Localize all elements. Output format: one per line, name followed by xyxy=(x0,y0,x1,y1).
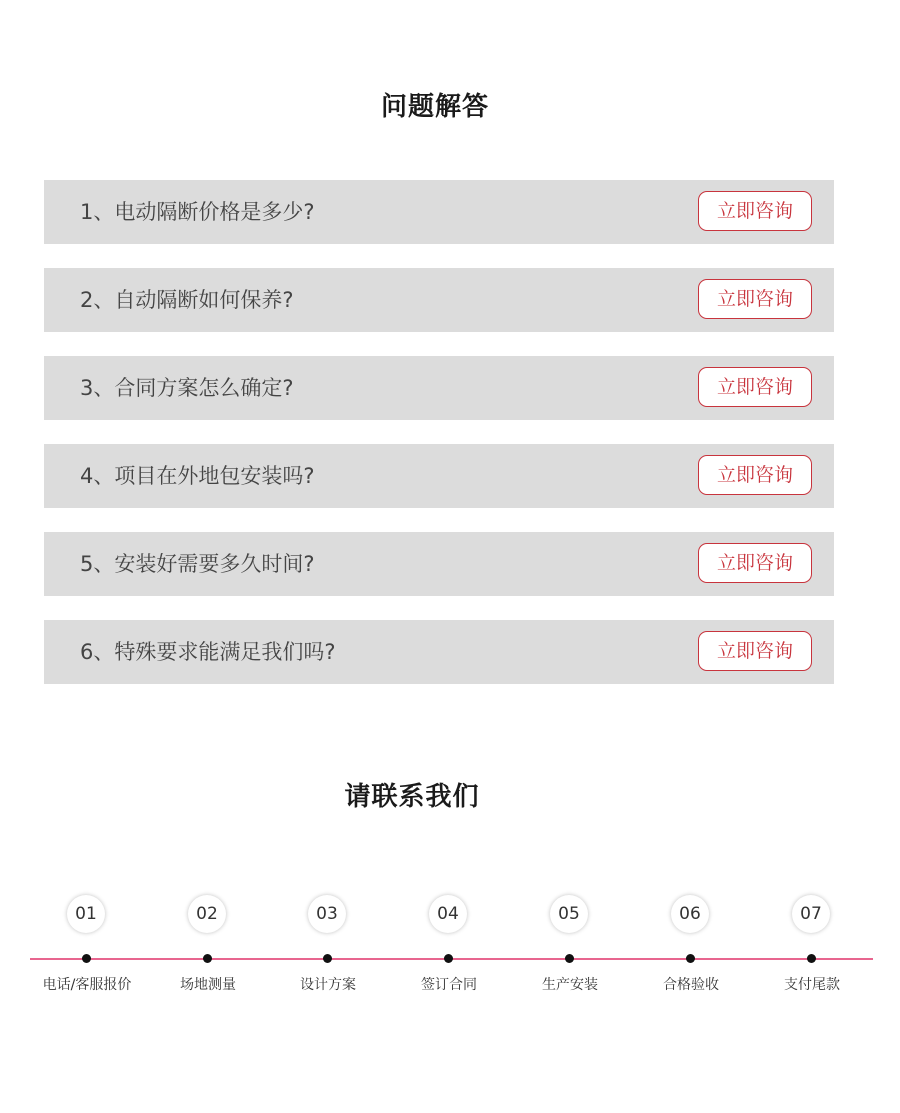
faq-list xyxy=(44,180,834,708)
timeline-dot xyxy=(203,954,212,963)
contact-section-title: 请联系我们 xyxy=(344,782,480,812)
process-timeline xyxy=(0,880,900,1020)
faq-section-title: 问题解答 xyxy=(380,92,489,122)
faq-item xyxy=(44,532,834,596)
consult-now-button[interactable]: 立即咨询 xyxy=(698,367,812,407)
step-label: 电话/客服报价 xyxy=(42,977,132,993)
step-label: 场地测量 xyxy=(180,977,236,993)
faq-item xyxy=(44,268,834,332)
faq-question: 2、自动隔断如何保养? xyxy=(80,288,294,312)
step-label: 支付尾款 xyxy=(784,977,840,993)
timeline-dot xyxy=(807,954,816,963)
step-number-badge: 01 xyxy=(67,895,105,933)
consult-now-button[interactable]: 立即咨询 xyxy=(698,191,812,231)
timeline-dot xyxy=(323,954,332,963)
step-number-badge: 02 xyxy=(188,895,226,933)
step-number-badge: 03 xyxy=(308,895,346,933)
consult-now-button[interactable]: 立即咨询 xyxy=(698,279,812,319)
step-label: 设计方案 xyxy=(300,977,356,993)
step-number-badge: 05 xyxy=(550,895,588,933)
timeline-dot xyxy=(444,954,453,963)
step-label: 生产安装 xyxy=(542,977,598,993)
faq-question: 3、合同方案怎么确定? xyxy=(80,376,294,400)
step-label: 合格验收 xyxy=(663,977,719,993)
timeline-dot xyxy=(686,954,695,963)
timeline-dot xyxy=(565,954,574,963)
step-label: 签订合同 xyxy=(421,977,477,993)
faq-item xyxy=(44,620,834,684)
consult-now-button[interactable]: 立即咨询 xyxy=(698,631,812,671)
consult-now-button[interactable]: 立即咨询 xyxy=(698,455,812,495)
step-number-badge: 04 xyxy=(429,895,467,933)
faq-question: 5、安装好需要多久时间? xyxy=(80,552,315,576)
faq-item xyxy=(44,444,834,508)
faq-item xyxy=(44,180,834,244)
faq-question: 6、特殊要求能满足我们吗? xyxy=(80,640,336,664)
timeline-dot xyxy=(82,954,91,963)
step-number-badge: 07 xyxy=(792,895,830,933)
faq-question: 4、项目在外地包安装吗? xyxy=(80,464,315,488)
step-number-badge: 06 xyxy=(671,895,709,933)
faq-item xyxy=(44,356,834,420)
faq-question: 1、电动隔断价格是多少? xyxy=(80,200,315,224)
consult-now-button[interactable]: 立即咨询 xyxy=(698,543,812,583)
